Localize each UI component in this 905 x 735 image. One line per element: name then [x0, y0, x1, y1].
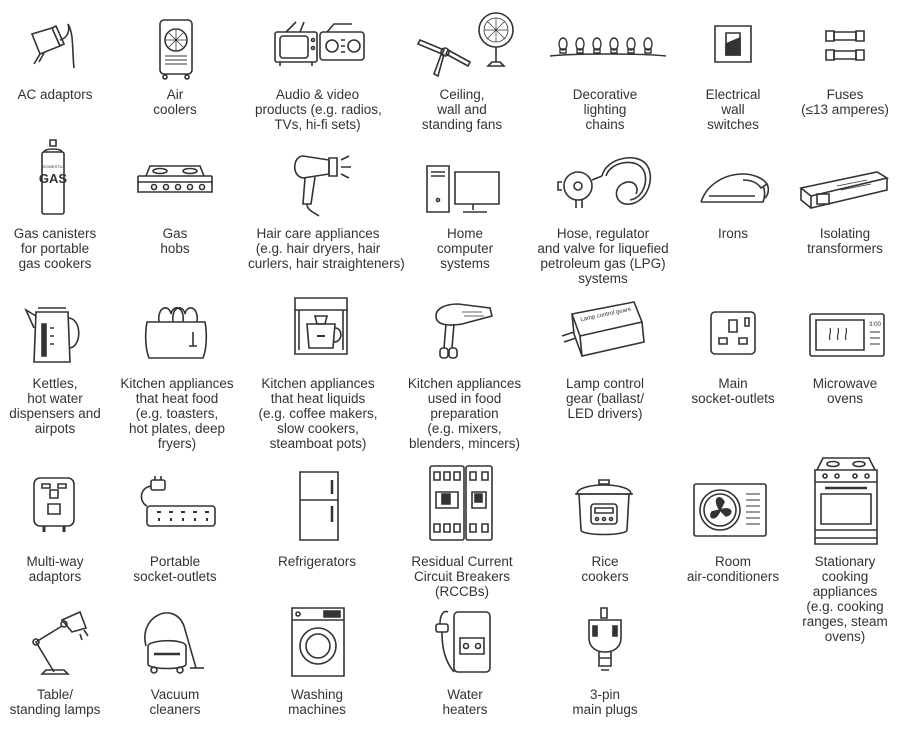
label-line: (e.g. hair dryers, hair [255, 241, 381, 256]
gas-canister-icon [38, 138, 68, 216]
socket-outlet-icon [709, 310, 757, 356]
label-line: gas cookers [18, 256, 92, 271]
label-line: petroleum gas (LPG) [540, 256, 666, 271]
label-line: 3-pin [589, 687, 621, 702]
wall-switch-icon [713, 24, 753, 64]
label-line: blenders, mincers) [408, 436, 521, 451]
label-line: preparation [430, 406, 499, 421]
label-line: ranges, steam [802, 614, 888, 629]
air-conditioner-icon [692, 482, 768, 538]
label-line: fryers) [157, 436, 197, 451]
label-line: adaptors [28, 569, 82, 584]
rice-cooker-icon [573, 478, 635, 538]
label-line: (≤13 amperes) [801, 102, 889, 117]
label-line: Lamp control [565, 376, 645, 391]
label-line: Stationary [814, 554, 876, 569]
label-line: Room [714, 554, 751, 569]
label-line: appliances [812, 584, 878, 599]
label-line: systems [578, 271, 628, 286]
label-line: socket-outlets [133, 569, 217, 584]
canister-small-text: DOMESTIC [42, 164, 64, 169]
label-line: Refrigerators [277, 554, 357, 569]
label-line: main plugs [572, 702, 638, 717]
cooking-range-icon [813, 456, 879, 546]
label-line: coolers [153, 102, 197, 117]
label-line: systems [440, 256, 490, 271]
label-line: cookers [581, 569, 629, 584]
washing-machine-icon [290, 606, 346, 678]
lamp-control-gear-icon [560, 300, 646, 360]
label-line: Kitchen appliances [120, 376, 234, 391]
label-line: lighting [583, 102, 627, 117]
label-line: wall and [437, 102, 487, 117]
iron-icon [697, 168, 771, 208]
label-line: Kettles, [32, 376, 78, 391]
label-line: Home [446, 226, 483, 241]
label-line: Gas [162, 226, 188, 241]
label-line: steamboat pots) [269, 436, 367, 451]
microwave-display-text: 3:00 [869, 322, 881, 328]
multiway-adaptor-icon [32, 476, 76, 534]
label-line: air-conditioners [686, 569, 780, 584]
label-line: Residual Current [411, 554, 513, 569]
label-line: hot water [27, 391, 83, 406]
label-line: that heat food [135, 391, 219, 406]
label-line: Multi-way [26, 554, 84, 569]
label-line: Kitchen appliances [407, 376, 522, 391]
label-line: transformers [807, 241, 883, 256]
label-line: Hose, regulator [556, 226, 650, 241]
vacuum-cleaner-icon [134, 606, 214, 676]
label-line: Kitchen appliances [261, 376, 375, 391]
label-line: ovens) [824, 629, 866, 644]
label-line: chains [585, 117, 625, 132]
label-line: Washing [290, 687, 344, 702]
label-line: Decorative [572, 87, 638, 102]
label-line: Irons [717, 226, 748, 241]
label-line: (RCCBs) [435, 584, 489, 599]
tv-radio-icon [272, 20, 367, 68]
label-line: Hair care appliances [256, 226, 380, 241]
label-line: Air [166, 87, 184, 102]
lighting-chain-icon [548, 36, 668, 62]
label-line: Portable [149, 554, 201, 569]
label-line: heaters [442, 702, 488, 717]
extension-strip-icon [137, 476, 217, 532]
label-line: Rice [591, 554, 619, 569]
label-line: Ceiling, [439, 87, 485, 102]
label-line: LED drivers) [567, 406, 643, 421]
label-line: that heat liquids [270, 391, 366, 406]
lpg-hose-icon [556, 150, 656, 216]
label-line: curlers, hair straighteners) [248, 256, 405, 271]
label-line: socket-outlets [691, 391, 775, 406]
label-line: computer [436, 241, 494, 256]
label-line: (e.g. cooking [806, 599, 884, 614]
label-line: Main [718, 376, 748, 391]
label-line: (e.g. coffee makers, [258, 406, 378, 421]
refrigerator-icon [298, 470, 340, 542]
coffee-maker-icon [293, 296, 349, 358]
gear-label-text: Lamp control gears [580, 306, 632, 324]
label-line: gear (ballast/ [565, 391, 645, 406]
gas-hob-icon [136, 162, 214, 194]
canister-text: GAS [38, 171, 68, 186]
label-line: slow cookers, [277, 421, 359, 436]
label-line: Water [447, 687, 483, 702]
air-cooler-icon [157, 18, 195, 80]
computer-icon [425, 164, 503, 216]
rccb-icon [426, 464, 496, 542]
label-line: Isolating [819, 226, 871, 241]
label-line: Fuses [826, 87, 864, 102]
label-line: Vacuum [150, 687, 200, 702]
fuse-icon [824, 28, 866, 64]
toaster-icon [143, 302, 209, 362]
label-line: dispensers and [9, 406, 101, 421]
label-line: Microwave [812, 376, 878, 391]
label-line: standing lamps [9, 702, 101, 717]
label-line: hot plates, deep [128, 421, 226, 436]
desk-lamp-icon [26, 606, 90, 678]
mixer-icon [432, 302, 494, 362]
label-line: used in food [427, 391, 502, 406]
ac-adaptor-icon [22, 20, 82, 75]
hair-dryer-icon [289, 150, 355, 218]
label-line: Table/ [36, 687, 74, 702]
fan-icon [414, 10, 519, 80]
label-line: and valve for liquefied [537, 241, 669, 256]
label-line: airpots [34, 421, 76, 436]
label-line: cleaners [149, 702, 201, 717]
label-line: AC adaptors [17, 87, 93, 102]
label-line: TVs, hi-fi sets) [274, 117, 361, 132]
transformer-icon [797, 166, 891, 212]
label-line: Electrical [705, 87, 761, 102]
kettle-icon [24, 302, 86, 366]
label-line: (e.g. toasters, [135, 406, 219, 421]
label-line: Gas canisters [13, 226, 97, 241]
label-line: for portable [20, 241, 90, 256]
label-line: Circuit Breakers [413, 569, 511, 584]
label-line: switches [707, 117, 759, 132]
label-line: cooking [821, 569, 869, 584]
label-line: ovens [826, 391, 864, 406]
water-heater-icon [434, 606, 494, 678]
label-line: products (e.g. radios, [255, 102, 382, 117]
label-line: hobs [160, 241, 190, 256]
label-line: wall [721, 102, 745, 117]
label-line: standing fans [421, 117, 503, 132]
label-line: (e.g. mixers, [427, 421, 502, 436]
label-line: machines [288, 702, 346, 717]
label-line: Audio & video [275, 87, 360, 102]
plug-icon [585, 606, 625, 672]
microwave-icon [808, 312, 886, 360]
